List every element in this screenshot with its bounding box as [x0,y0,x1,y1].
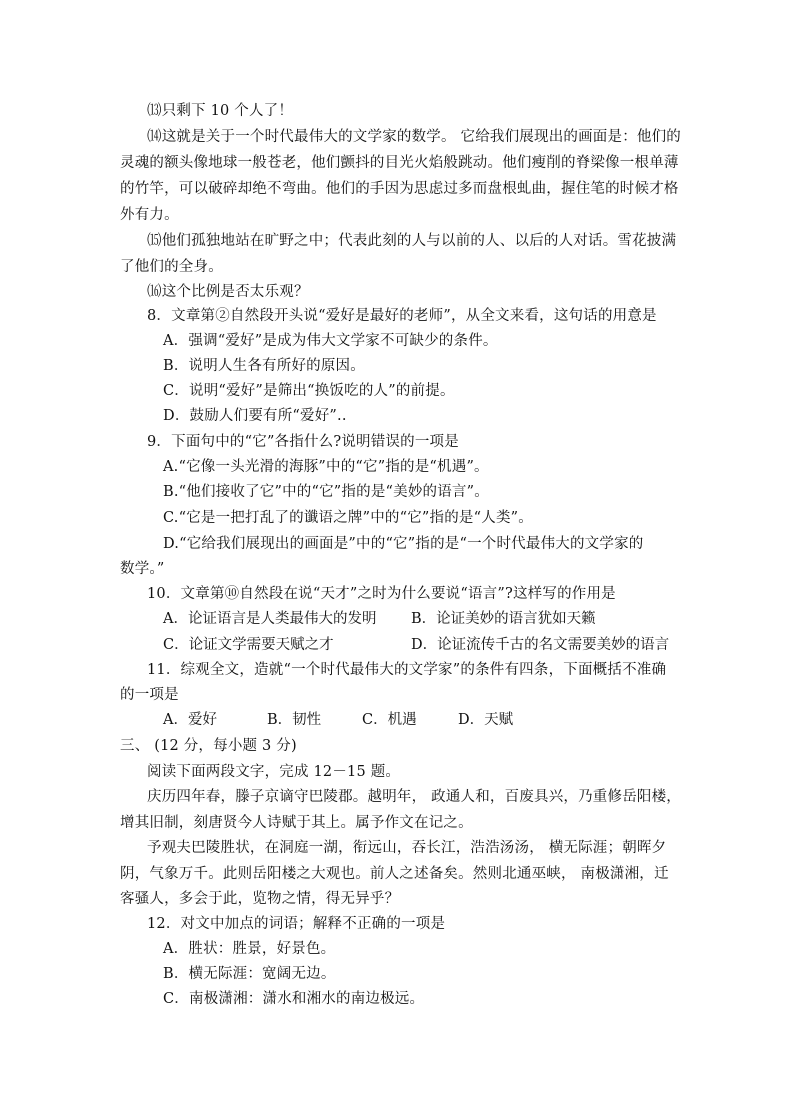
paragraph-14-line-2: 灵魂的额头像地球一般苍老，他们颤抖的目光火焰般跳动。他们瘦削的脊梁像一根单薄 [120,155,679,171]
question-9-option-a: A.“它像一头光滑的海豚”中的“它”指的是“机遇”。 [163,459,489,475]
question-9: 9．下面句中的“它”各指什么?说明错误的一项是 [147,434,459,450]
question-8-option-b: B．说明人生各有所好的原因。 [163,358,365,374]
question-8-option-a: A．强调“爱好”是成为伟大文学家不可缺少的条件。 [163,333,498,349]
paragraph-13: ⒀只剩下 10 个人了！ [147,103,294,119]
question-8: 8．文章第②自然段开头说“爱好是最好的老师”，从全文来看，这句话的用意是 [147,308,657,324]
question-9-option-b: B.“他们接收了它”中的“它”指的是“美妙的语言”。 [163,484,489,500]
paragraph-14-line-1: ⒁这就是关于一个时代最伟大的文学家的数学。 它给我们展现出的画面是：他们的 [147,129,682,145]
question-9-option-d-line-2: 数学。” [120,561,165,577]
passage-2-line-3: 客骚人，多会于此，览物之情，得无异乎？ [120,891,400,907]
paragraph-15-line-1: ⒂他们孤独地站在旷野之中；代表此刻的人与以前的人、以后的人对话。雪花披满 [147,233,677,249]
question-10-option-a: A．论证语言是人类最伟大的发明 [163,611,377,627]
question-12: 12．对文中加点的词语；解释不正确的一项是 [147,916,446,932]
question-9-option-c: C.“它是一把打乱了的谶语之牌”中的“它”指的是“人类”。 [163,510,533,526]
reading-instruction: 阅读下面两段文字，完成 12－15 题。 [147,764,401,780]
question-11-option-a: A．爱好 [163,712,217,728]
question-11-line-1: 11．综观全文，造就“一个时代最伟大的文学家”的条件有四条，下面概括不准确 [147,662,667,678]
passage-1-line-1: 庆历四年春，滕子京谪守巴陵郡。越明年， 政通人和，百废具兴，乃重修岳阳楼， [147,789,682,805]
question-10-option-c: C．论证文学需要天赋之才 [163,637,334,653]
section-3-heading: 三、 (12 分，每小题 3 分) [120,738,297,754]
question-11-option-b: B．韧性 [267,712,322,728]
paragraph-14-line-4: 外有力。 [120,207,179,223]
question-10-option-b: B．论证美妙的语言犹如天籁 [411,611,596,627]
question-11-line-2: 的一项是 [120,687,179,703]
question-8-option-c: C．说明“爱好”是筛出“换饭吃的人”的前提。 [163,383,455,399]
question-11-option-d: D．天赋 [458,712,514,728]
question-11-option-c: C．机遇 [362,712,417,728]
passage-1-line-2: 增其旧制，刻唐贤今人诗赋于其上。属予作文在记之。 [120,815,473,831]
passage-2-line-1: 予观夫巴陵胜状，在洞庭一湖，衔远山，吞长江，浩浩汤汤， 横无际涯；朝晖夕 [147,840,667,856]
question-8-option-d: D．鼓励人们要有所“爱好”.. [163,408,347,424]
question-12-option-c: C．南极潇湘：潇水和湘水的南边极远。 [163,991,425,1007]
question-12-option-b: B．横无际涯：宽阔无边。 [163,966,336,982]
paragraph-14-line-3: 的竹竿，可以破碎却绝不弯曲。他们的手因为思虑过多而盘根虬曲，握住笔的时候才格 [120,181,679,197]
passage-2-line-2: 阴，气象万千。此则岳阳楼之大观也。前人之述备矣。然则北通巫峡， 南极潇湘，迁 [120,866,669,882]
question-9-option-d-line-1: D.“它给我们展现出的画面是”中的“它”指的是“一个时代最伟大的文学家的 [163,536,644,552]
paragraph-16: ⒃这个比例是否太乐观？ [147,284,309,300]
question-10-option-d: D．论证流传千古的名文需要美妙的语言 [411,637,670,653]
question-10: 10．文章第⑩自然段在说“天才”之时为什么要说“语言”?这样写的作用是 [147,586,616,602]
paragraph-15-line-2: 了他们的全身。 [120,259,223,275]
question-12-option-a: A．胜状：胜景，好景色。 [163,941,336,957]
